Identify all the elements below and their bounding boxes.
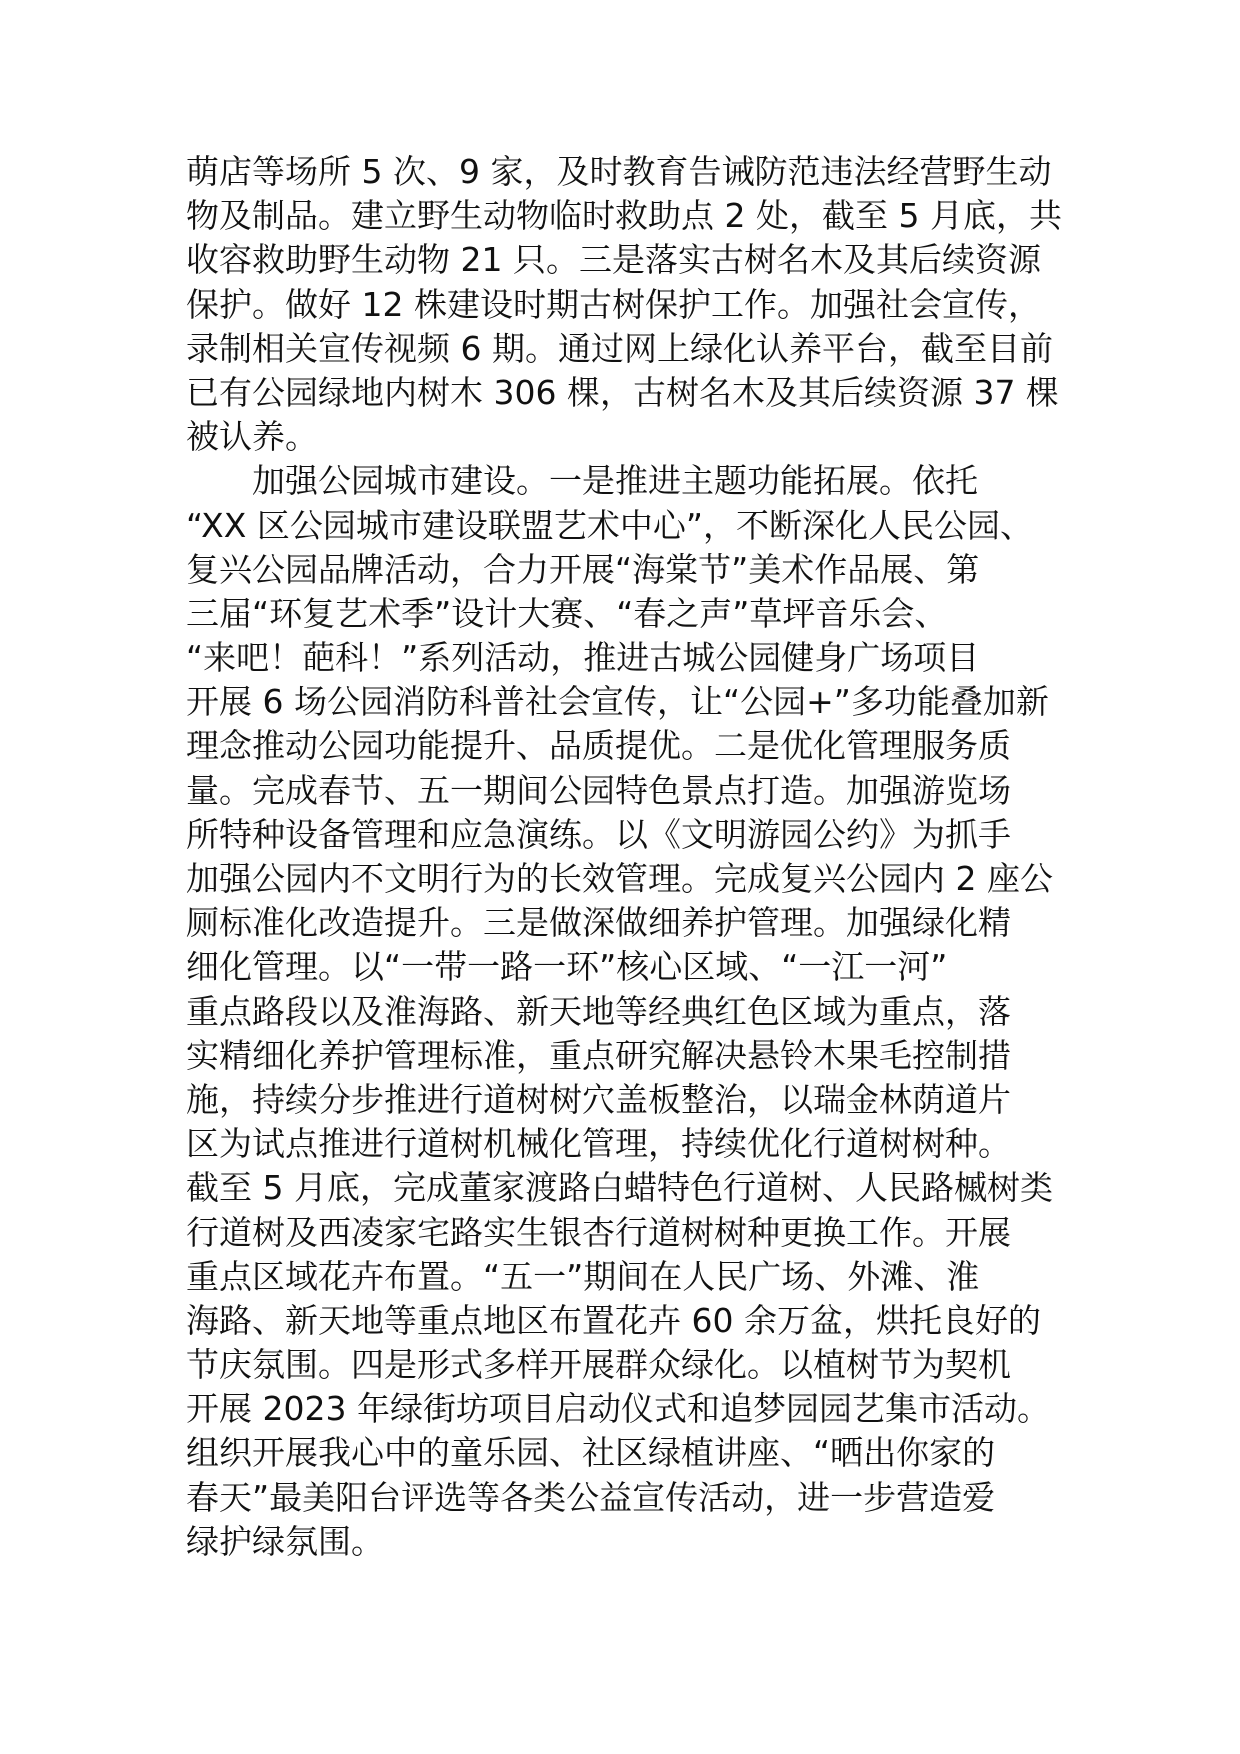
text-line: 截至 5 月底，完成董家渡路白蜡特色行道树、人民路槭树类 <box>186 1168 1053 1208</box>
document-page <box>186 150 1066 1564</box>
text-line: 施，持续分步推进行道树树穴盖板整治，以瑞金林荫道片 <box>186 1079 1011 1119</box>
text-line: 加强公园城市建设。一是推进主题功能拓展。依托 <box>252 461 978 501</box>
text-line: 理念推动公园功能提升、品质提优。二是优化管理服务质 <box>186 726 1011 766</box>
text-line: 量。完成春节、五一期间公园特色景点打造。加强游览场 <box>186 770 1011 810</box>
text-line: 开展 2023 年绿街坊项目启动仪式和追梦园园艺集市活动。 <box>186 1389 1050 1429</box>
paragraph-wildlife-protection <box>186 150 1066 459</box>
text-line: 三届“环复艺术季”设计大赛、“春之声”草坪音乐会、 <box>186 593 948 633</box>
text-line: 海路、新天地等重点地区布置花卉 60 余万盆，烘托良好的 <box>186 1300 1041 1340</box>
text-line: 绿护绿氛围。 <box>186 1521 384 1561</box>
text-line: 实精细化养护管理标准，重点研究解决悬铃木果毛控制措 <box>186 1035 1011 1075</box>
text-line: 组织开展我心中的童乐园、社区绿植讲座、“晒出你家的 <box>186 1433 996 1473</box>
text-line: 收容救助野生动物 21 只。三是落实古树名木及其后续资源 <box>186 240 1041 280</box>
text-line: 春天”最美阳台评选等各类公益宣传活动，进一步营造爱 <box>186 1477 996 1517</box>
text-line: 物及制品。建立野生动物临时救助点 2 处，截至 5 月底，共 <box>186 196 1062 236</box>
text-line: 复兴公园品牌活动，合力开展“海棠节”美术作品展、第 <box>186 549 980 589</box>
paragraph-park-city-construction <box>186 459 1066 1564</box>
text-line: 重点路段以及淮海路、新天地等经典红色区域为重点，落 <box>186 991 1011 1031</box>
text-line: 区为试点推进行道树机械化管理，持续优化行道树树种。 <box>186 1124 1011 1164</box>
text-line: 细化管理。以“一带一路一环”核心区域、“一江一河” <box>186 947 948 987</box>
text-line: 所特种设备管理和应急演练。以《文明游园公约》为抓手 <box>186 814 1011 854</box>
text-line: 厕标准化改造提升。三是做深做细养护管理。加强绿化精 <box>186 903 1011 943</box>
text-line: 被认养。 <box>186 417 318 457</box>
text-line: 开展 6 场公园消防科普社会宣传，让“公园+”多功能叠加新 <box>186 682 1049 722</box>
text-line: 保护。做好 12 株建设时期古树保护工作。加强社会宣传， <box>186 284 1041 324</box>
text-line: 录制相关宣传视频 6 期。通过网上绿化认养平台，截至目前 <box>186 328 1053 368</box>
text-line: “来吧！葩科！”系列活动，推进古城公园健身广场项目 <box>186 638 980 678</box>
text-line: 行道树及西凌家宅路实生银杏行道树树种更换工作。开展 <box>186 1212 1011 1252</box>
text-line: 节庆氛围。四是形式多样开展群众绿化。以植树节为契机 <box>186 1345 1011 1385</box>
text-line: 重点区域花卉布置。“五一”期间在人民广场、外滩、淮 <box>186 1256 980 1296</box>
text-line: 已有公园绿地内树木 306 棵，古树名木及其后续资源 37 棵 <box>186 372 1059 412</box>
text-line: 萌店等场所 5 次、9 家，及时教育告诫防范违法经营野生动 <box>186 152 1052 191</box>
text-line: 加强公园内不文明行为的长效管理。完成复兴公园内 2 座公 <box>186 859 1053 898</box>
text-line: “XX 区公园城市建设联盟艺术中心”，不断深化人民公园、 <box>186 505 1033 545</box>
